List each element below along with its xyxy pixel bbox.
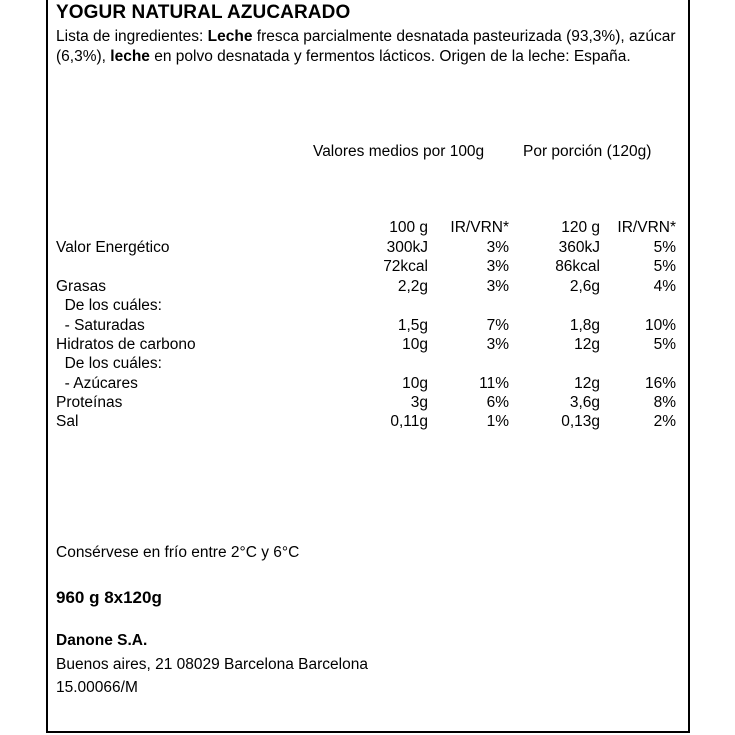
row-label: - Azúcares <box>56 375 138 392</box>
table-row <box>0 239 735 259</box>
table-row <box>0 317 735 337</box>
value-100g: 72kcal <box>383 258 428 275</box>
table-row <box>0 375 735 395</box>
ingredient-leche-bold: Leche <box>207 28 253 45</box>
value-120g: 12g <box>574 375 600 392</box>
ingredients-prefix: Lista de ingredientes: <box>56 28 208 45</box>
storage-instructions: Consérvese en frío entre 2°C y 6°C <box>56 544 300 561</box>
ir-120g: 5% <box>653 258 676 275</box>
table-row <box>0 413 735 433</box>
ir-100g: 1% <box>486 413 509 430</box>
registry-code: 15.00066/M <box>56 679 138 696</box>
value-100g: 1,5g <box>397 317 428 334</box>
subheader-100g: 100 g <box>389 219 428 236</box>
row-label: Hidratos de carbono <box>56 336 196 353</box>
ingredients-text-1: fresca parcialmente desnatada pasteurizada (93,3%), azúcar (6,3%), <box>56 28 676 65</box>
ir-120g: 8% <box>653 394 676 411</box>
ir-100g: 3% <box>486 336 509 353</box>
value-120g: 3,6g <box>569 394 600 411</box>
product-title: YOGUR NATURAL AZUCARADO <box>56 2 351 23</box>
value-120g: 12g <box>574 336 600 353</box>
row-label: De los cuáles: <box>56 355 162 372</box>
ir-100g: 3% <box>486 278 509 295</box>
value-100g: 0,11g <box>390 413 428 430</box>
ingredients-text-2: en polvo desnatada y fermentos lácticos. Origen de la leche: España. <box>149 48 631 65</box>
value-100g: 300kJ <box>386 239 428 256</box>
value-100g: 10g <box>402 375 428 392</box>
row-label: Proteínas <box>56 394 123 411</box>
row-label: De los cuáles: <box>56 297 162 314</box>
ir-100g: 7% <box>486 317 509 334</box>
row-label: Grasas <box>56 278 106 295</box>
table-row <box>0 258 735 278</box>
ir-120g: 10% <box>644 317 676 334</box>
net-weight: 960 g 8x120g <box>56 588 162 607</box>
ir-120g: 5% <box>653 336 676 353</box>
value-100g: 2,2g <box>397 278 428 295</box>
row-label: Sal <box>56 413 79 430</box>
company-name: Danone S.A. <box>56 632 148 649</box>
value-100g: 10g <box>402 336 428 353</box>
table-row <box>0 297 735 317</box>
value-120g: 86kcal <box>555 258 600 275</box>
value-120g: 1,8g <box>569 317 600 334</box>
subheader-row <box>0 219 735 239</box>
ir-100g: 11% <box>479 375 509 392</box>
row-label: Valor Energético <box>56 239 170 256</box>
table-row <box>0 355 735 375</box>
header-per-portion: Por porción (120g) <box>523 143 652 160</box>
ir-120g: 2% <box>653 413 676 430</box>
ir-120g: 5% <box>653 239 676 256</box>
ir-100g: 3% <box>486 258 509 275</box>
header-per-100g: Valores medios por 100g <box>313 143 485 160</box>
subheader-ir-100: IR/VRN* <box>450 219 509 236</box>
ir-100g: 3% <box>486 239 509 256</box>
row-label: - Saturadas <box>56 317 145 334</box>
ingredient-leche-bold-2: leche <box>110 48 150 65</box>
value-120g: 360kJ <box>558 239 600 256</box>
ir-120g: 4% <box>653 278 676 295</box>
subheader-120g: 120 g <box>561 219 600 236</box>
value-120g: 0,13g <box>561 413 600 430</box>
ingredients-list <box>56 27 681 67</box>
table-row <box>0 394 735 414</box>
value-100g: 3g <box>410 394 428 411</box>
company-address: Buenos aires, 21 08029 Barcelona Barcelona <box>56 656 368 673</box>
table-row <box>0 336 735 356</box>
ir-120g: 16% <box>644 375 676 392</box>
table-row <box>0 278 735 298</box>
ir-100g: 6% <box>486 394 509 411</box>
subheader-ir-120: IR/VRN* <box>617 219 676 236</box>
value-120g: 2,6g <box>569 278 600 295</box>
